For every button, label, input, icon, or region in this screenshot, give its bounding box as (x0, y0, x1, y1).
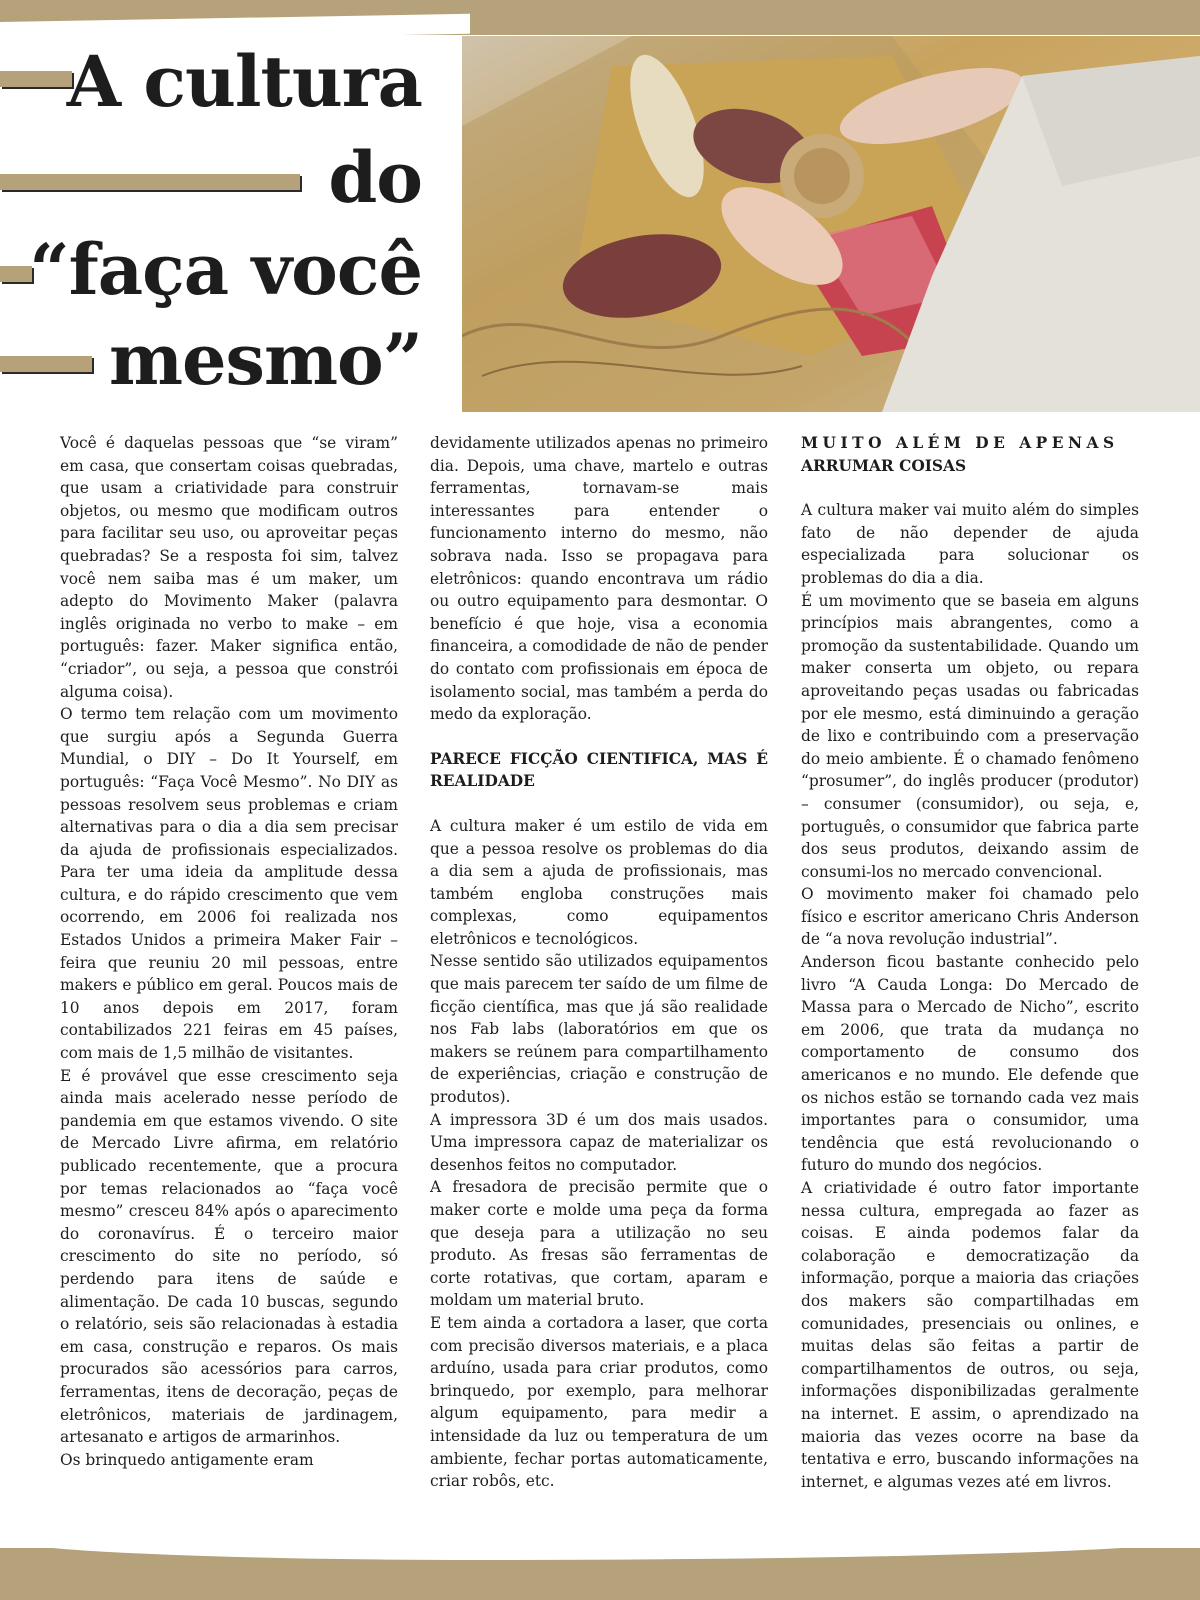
paragraph: É um movimento que se baseia em alguns princípios mais abrangentes, como a promoção da sustentabilidade. Quando um maker conserta um objeto, ou repara aproveitando peças usadas ou fabricadas por ele mesmo, está diminuindo a geração de lixo e contribuindo com a preservação do meio ambiente. É o chamado fenômeno “prosumer”, do inglês producer (produtor) – consumer (consumidor), ou seja, e, português, o consumidor que fabrica parte dos seus produtos, deixando assim de consumi-los no mercado convencional. (801, 591, 1139, 881)
article-column-1 (60, 432, 398, 1471)
paragraph: Nesse sentido são utilizados equipamentos que mais parecem ter saído de um filme de ficção científica, mas que já são realidade nos Fab labs (laboratórios em que os makers se reúnem para compartilhamento de experiências, criação e construção de produtos). (430, 952, 768, 1107)
crafting-hands-photo (462, 36, 1200, 412)
paragraph: A fresadora de precisão permite que o maker corte e molde uma peça da forma que deseja para a utilização no seu produto. As fresas são ferramentas de corte rotativas, que cortam, aparam e moldam um material bruto. (430, 1178, 768, 1310)
paragraph: E é provável que esse crescimento seja ainda mais acelerado nesse período de pandemia em que estamos vivendo. O site de Mercado Livre afirma, em relatório publicado recentemente, que a procura por temas relacionados ao “faça você mesmo” cresceu 84% após o aparecimento do coronavírus. É o terceiro maior crescimento do site no período, só perdendo para itens de saúde e alimentação. De cada 10 buscas, segundo o relatório, seis são relacionadas à estadia em casa, construção e reparos. Os mais procurados são acessórios para carros, ferramentas, itens de decoração, peças de eletrônicos, materiais de jardinagem, artesanato e artigos de armarinhos. (60, 1066, 398, 1447)
paragraph: A cultura maker vai muito além do simples fato de não depender de ajuda especializada para solucionar os problemas do dia a dia. (801, 501, 1139, 587)
title-accent-bar-2 (0, 174, 300, 190)
title-line-4: mesmo” (108, 318, 422, 401)
article-column-2 (430, 432, 768, 1493)
title-accent-bar-1 (0, 71, 72, 87)
title-accent-bar-3 (0, 266, 32, 282)
paragraph: O movimento maker foi chamado pelo físico e escritor americano Chris Anderson de “a nova revolução industrial”. (801, 885, 1139, 949)
photo-illustration (462, 36, 1200, 412)
paragraph: devidamente utilizados apenas no primeiro dia. Depois, uma chave, martelo e outras ferramentas, tornavam-se mais interessantes para entender o funcionamento interno do mesmo, não sobrava nada. Isso se propagava para eletrônicos: quando encontrava um rádio ou outro equipamento para desmontar. O benefício é que hoje, visa a economia financeira, a comodidade de não de pender do contato com profissionais em época de isolamento social, mas também a perda do medo da exploração. (430, 434, 768, 724)
title-line-2: do (328, 136, 422, 219)
title-line-3: “faça você (29, 228, 422, 311)
paragraph: E tem ainda a cortadora a laser, que corta com precisão diversos materiais, e a placa arduíno, usada para criar produtos, como brinquedo, por exemplo, para melhorar algum equipamento, para medir a intensidade da luz ou temperatura de um ambiente, fechar portas automaticamente, criar robôs, etc. (430, 1313, 768, 1491)
section-heading: ARRUMAR COISAS (801, 456, 967, 475)
section-heading: MUITO ALÉM DE APENAS (801, 434, 1119, 452)
title-block (0, 38, 462, 410)
article-body (60, 432, 1142, 1542)
paragraph: O termo tem relação com um movimento que surgiu após a Segunda Guerra Mundial, o DIY – Do It Yourself, em português: “Faça Você Mesmo”. No DIY as pessoas resolvem seus problemas e criam alternativas para o dia a dia sem precisar da ajuda de profissionais especializados. Para ter uma ideia da amplitude dessa cultura, e do rápido crescimento que vem ocorrendo, em 2006 foi realizada nos Estados Unidos a primeira Maker Fair – feira que reuniu 20 mil pessoas, entre makers e público em geral. Poucos mais de 10 anos depois em 2017, foram contabilizados 221 feiras em 45 países, com mais de 1,5 milhão de visitantes. (60, 705, 398, 1063)
title-line-1: A cultura (66, 40, 422, 123)
paragraph: A cultura maker é um estilo de vida em que a pessoa resolve os problemas do dia a dia sem a ajuda de profissionais, mas também engloba construções mais complexas, como equipamentos eletrônicos e tecnológicos. (430, 816, 768, 948)
paragraph: A criatividade é outro fator importante nessa cultura, empregada ao fazer as coisas. E ainda podemos falar da colaboração e democratização da informação, porque a maioria das criações dos makers são compartilhadas em comunidades, presenciais ou onlines, e muitas delas são feitas a partir de compartilhamentos de outros, ou seja, informações disponibilizadas geralmente na internet. E assim, o aprendizado na maioria das vezes ocorre na base da tentativa e erro, buscando informações na internet, e algumas vezes até em livros. (801, 1179, 1139, 1491)
paragraph: Você é daquelas pessoas que “se viram” em casa, que consertam coisas quebradas, que usam a criatividade para construir objetos, ou mesmo que modificam outros para facilitar seu uso, ou aproveitar peças quebradas? Se a resposta foi sim, talvez você nem saiba mas é um maker, um adepto do Movimento Maker (palavra inglês originada no verbo to make – em português: fazer. Maker significa então, “criador”, ou seja, a pessoa que constrói alguma coisa). (60, 434, 398, 701)
section-heading: PARECE FICÇÃO CIENTIFICA, MAS É REALIDADE (430, 749, 768, 791)
article-column-3 (801, 432, 1139, 1493)
paragraph: Anderson ficou bastante conhecido pelo livro “A Cauda Longa: Do Mercado de Massa para o Mercado de Nicho”, escrito em 2006, que trata da mudança no comportamento de consumo dos americanos e no mundo. Ele defende que os nichos estão se tornando cada vez mais importantes para o consumidor, uma tendência que está revolucionando o futuro do mundo dos negócios. (801, 953, 1139, 1175)
title-accent-bar-4 (0, 356, 92, 372)
paragraph: Os brinquedo antigamente eram (60, 1450, 314, 1469)
paragraph: A impressora 3D é um dos mais usados. Uma impressora capaz de materializar os desenhos feitos no computador. (430, 1110, 768, 1174)
